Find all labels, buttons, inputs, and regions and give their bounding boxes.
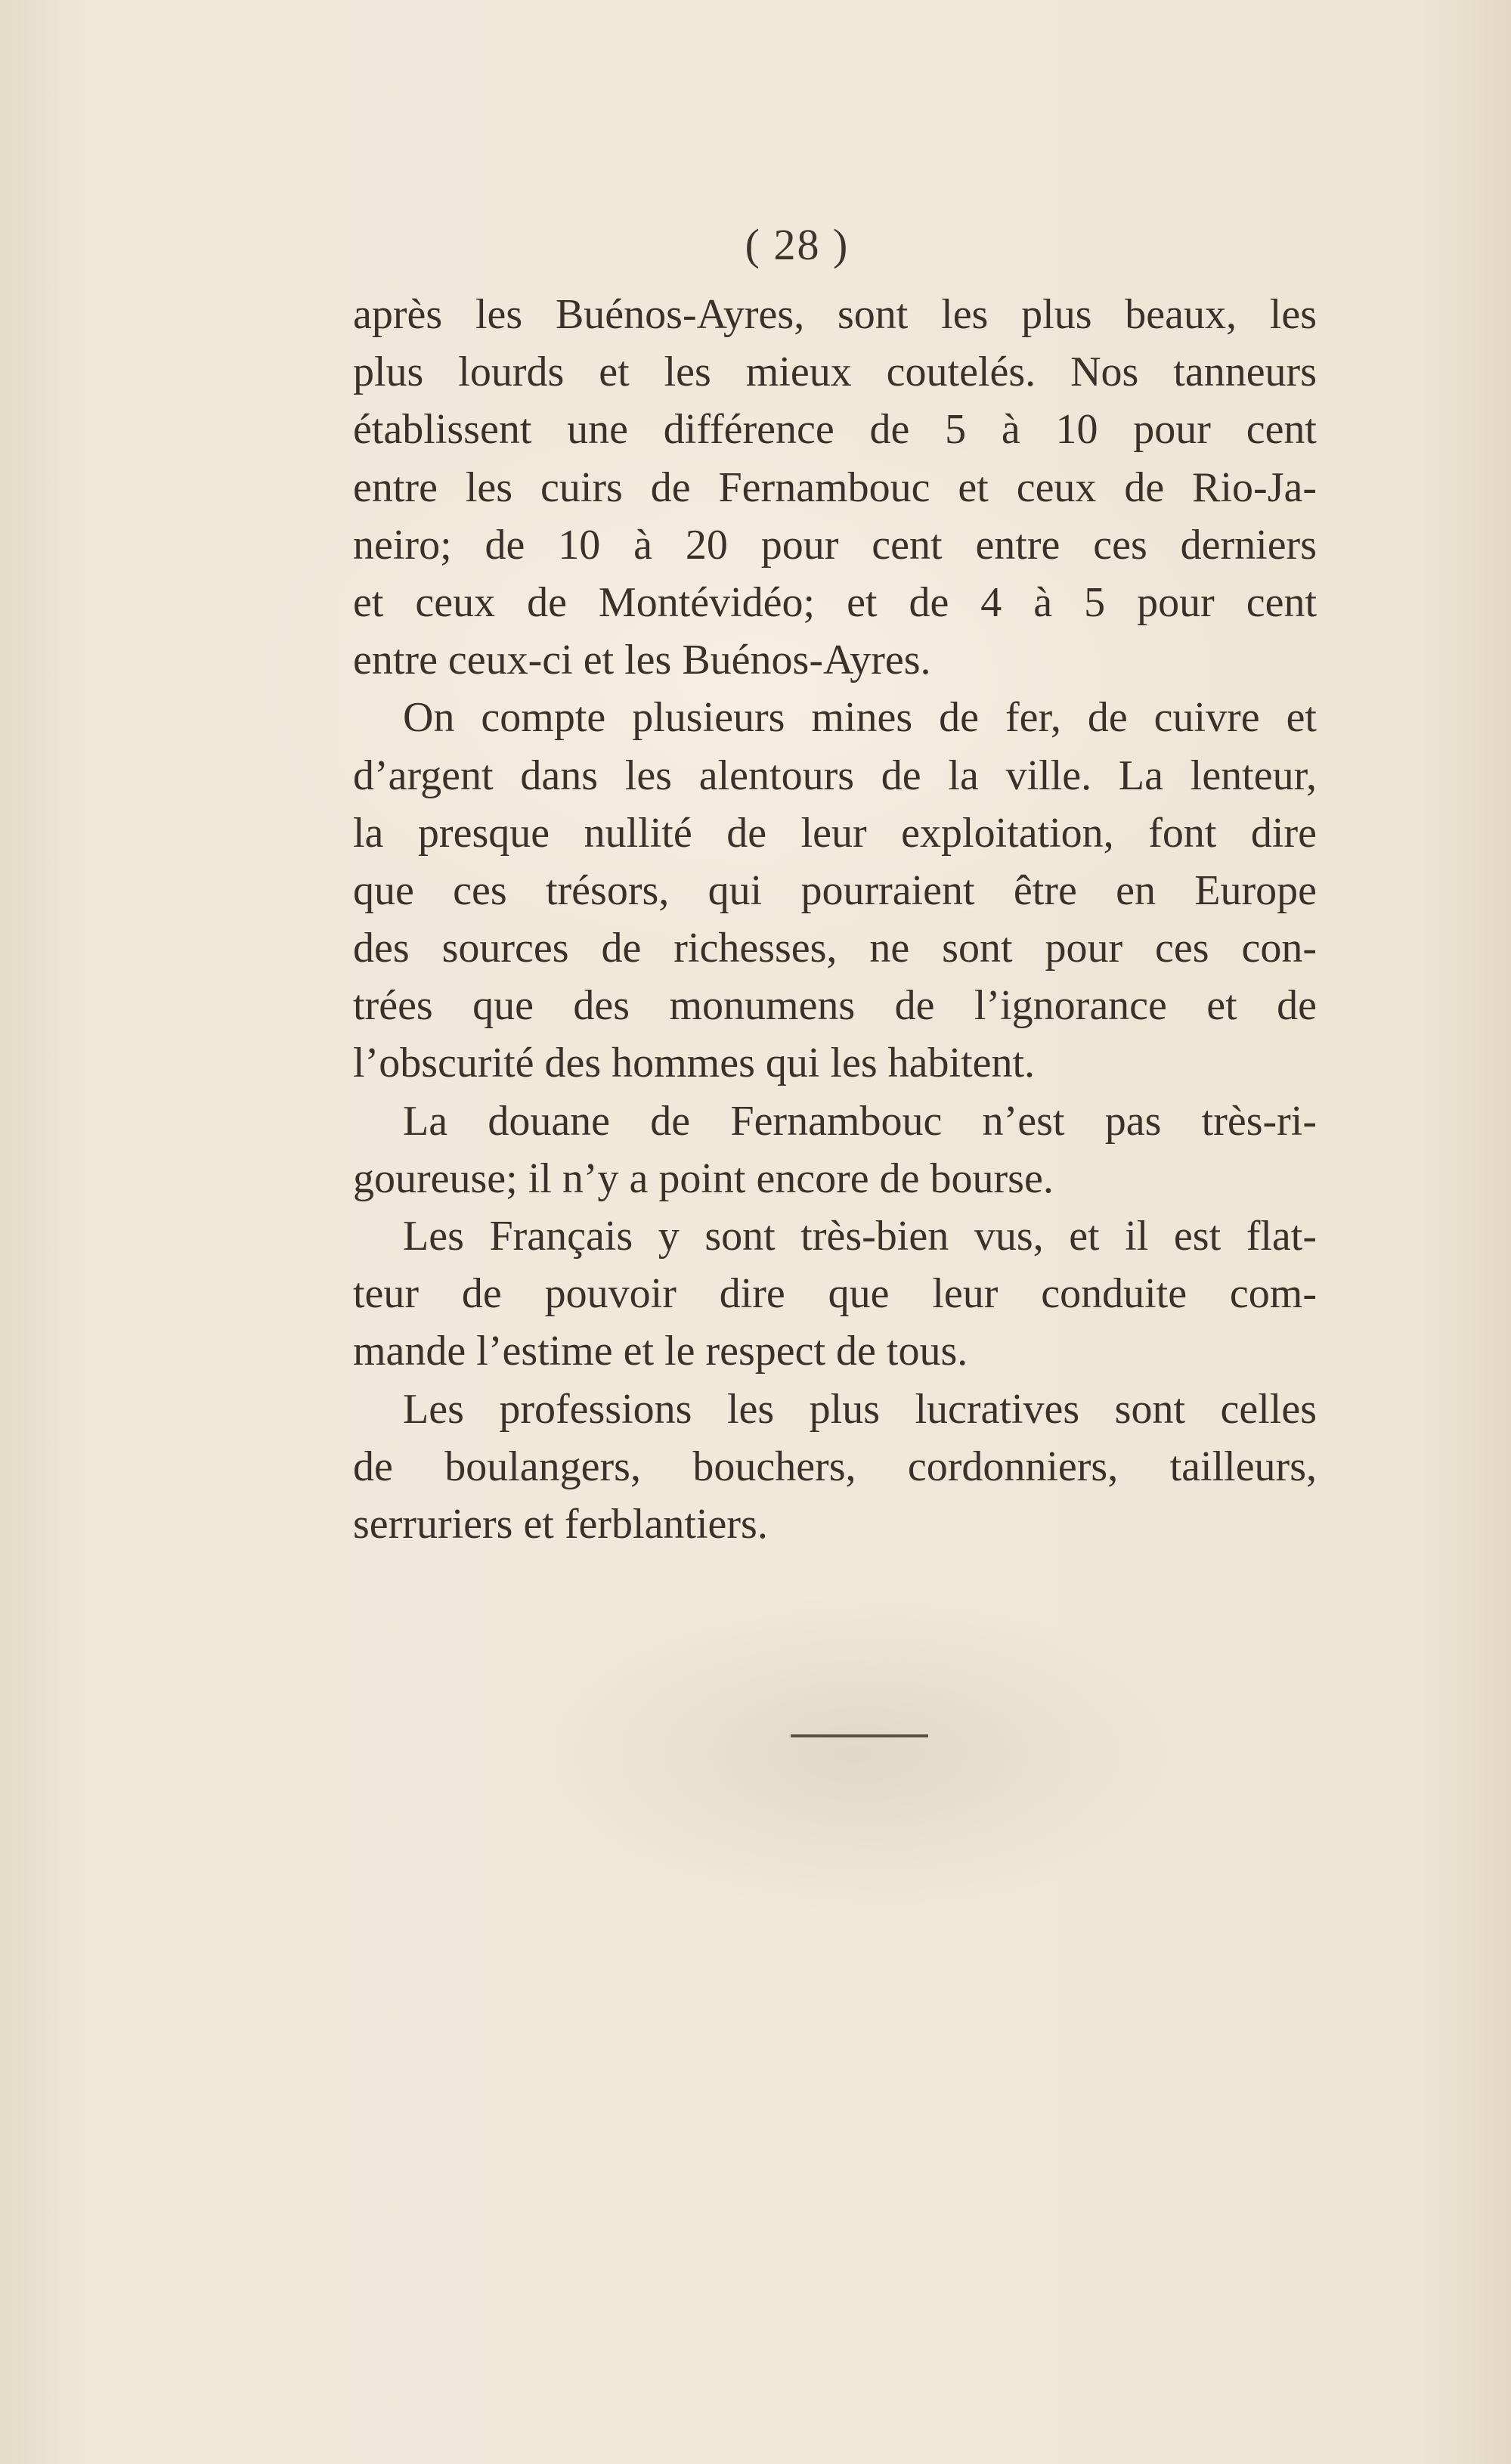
text-line: l’obscurité des hommes qui les habitent. xyxy=(353,1040,1036,1087)
text-line: Les professions les plus lucratives sont celles xyxy=(403,1385,1317,1433)
text-line: après les Buénos-Ayres, sont les plus beaux, les xyxy=(353,291,1317,338)
text-line: On compte plusieurs mines de fer, de cuivre et xyxy=(403,694,1317,742)
text-line: goureuse; il n’y a point encore de bourse. xyxy=(353,1155,1054,1202)
text-line: la presque nullité de leur exploitation, font dire xyxy=(353,809,1317,857)
text-line: d’argent dans les alentours de la ville. La lenteur, xyxy=(353,752,1317,799)
text-line: entre ceux-ci et les Buénos-Ayres. xyxy=(353,637,931,684)
text-line: plus lourds et les mieux coutelés. Nos tanneurs xyxy=(353,349,1317,396)
text-line: teur de pouvoir dire que leur conduite com- xyxy=(353,1270,1317,1318)
text-line: neiro; de 10 à 20 pour cent entre ces derniers xyxy=(353,521,1317,569)
text-line: et ceux de Montévidéo; et de 4 à 5 pour cent xyxy=(353,578,1317,626)
text-line: de boulangers, bouchers, cordonniers, tailleurs, xyxy=(353,1443,1317,1490)
text-line: des sources de richesses, ne sont pour ces con- xyxy=(353,925,1317,972)
text-line: mande l’estime et le respect de tous. xyxy=(353,1328,968,1375)
body-text xyxy=(353,286,1317,1553)
text-line: Les Français y sont très-bien vus, et il est flat- xyxy=(403,1213,1317,1260)
text-line: établissent une différence de 5 à 10 pour cent xyxy=(353,406,1317,454)
page-number: ( 28 ) xyxy=(745,220,850,269)
text-line: entre les cuirs de Fernambouc et ceux de Rio-Ja- xyxy=(353,463,1317,511)
end-rule xyxy=(791,1734,928,1737)
text-line: trées que des monumens de l’ignorance et de xyxy=(353,982,1317,1030)
text-line: serruriers et ferblantiers. xyxy=(353,1500,768,1548)
text-line: La douane de Fernambouc n’est pas très-ri- xyxy=(403,1097,1317,1145)
text-line: que ces trésors, qui pourraient être en Europe xyxy=(353,866,1317,914)
